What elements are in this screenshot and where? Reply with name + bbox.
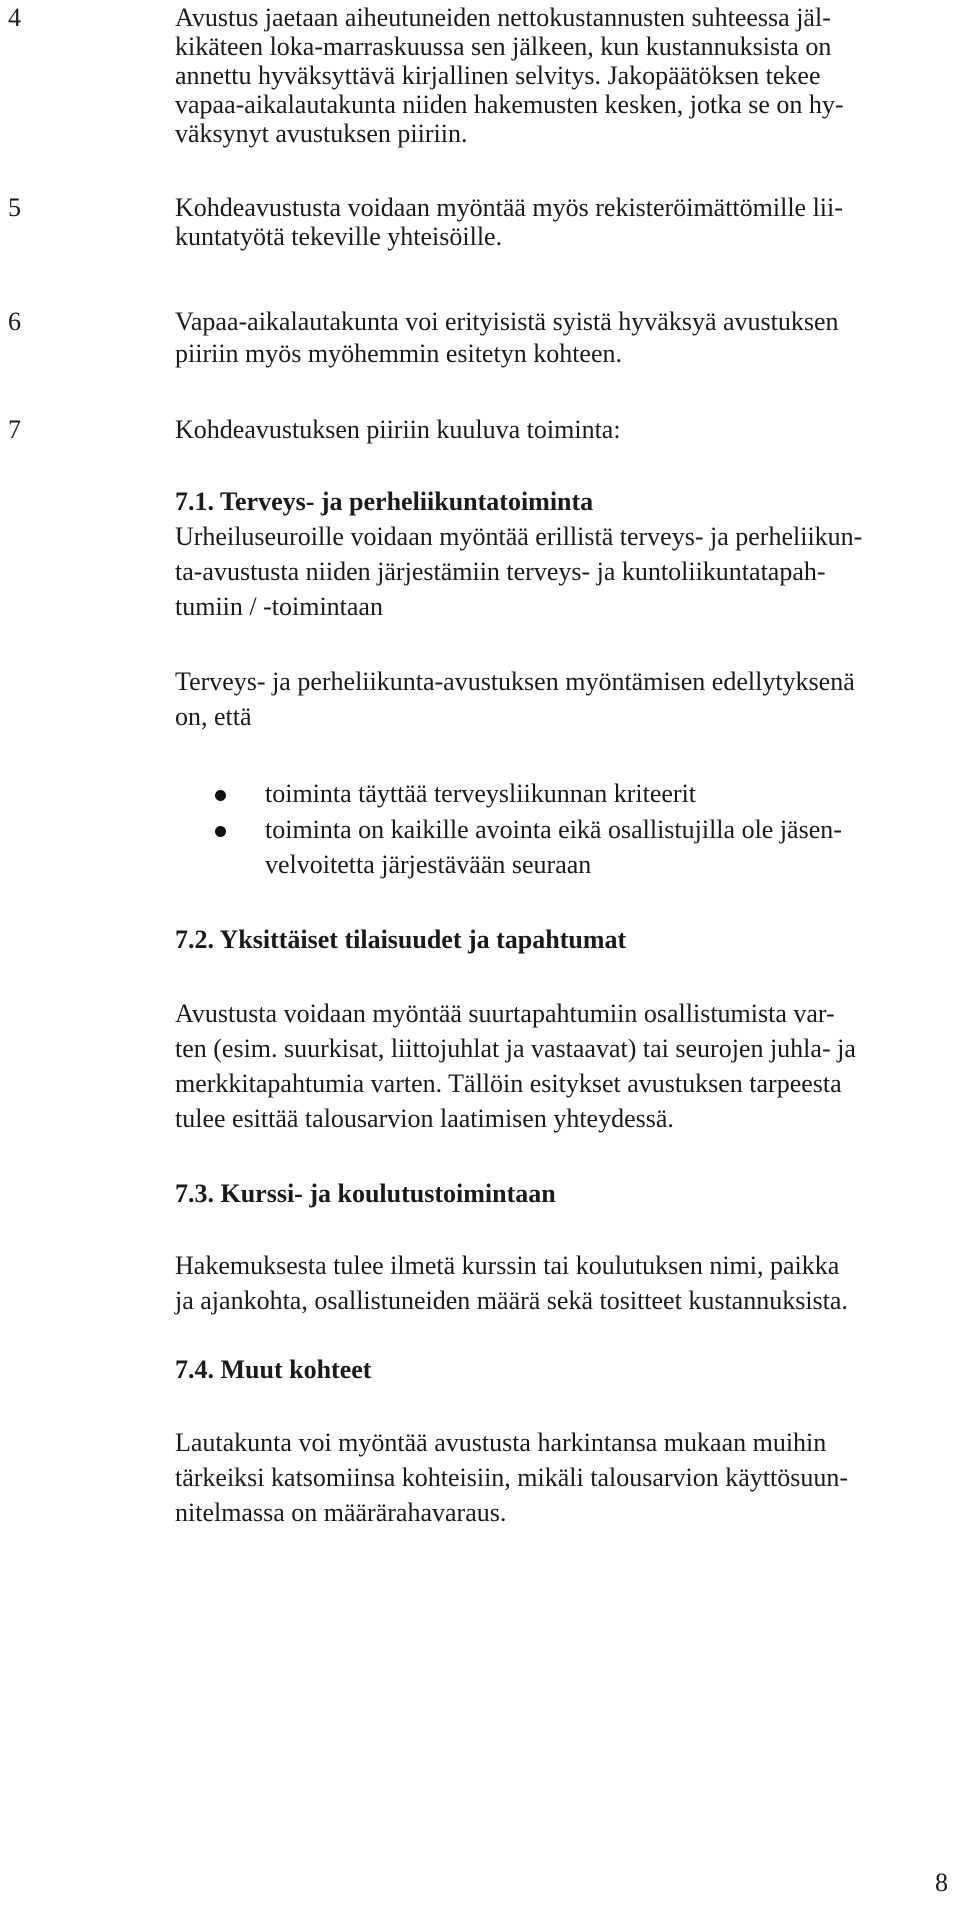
- paragraph-line: on, että: [175, 702, 252, 731]
- paragraph-line: ta-avustusta niiden järjestämiin terveys- ja kuntoliikuntatapah-: [175, 557, 826, 586]
- paragraph-line: Lautakunta voi myöntää avustusta harkintansa mukaan muihin: [175, 1428, 827, 1457]
- paragraph-line: ja ajankohta, osallistuneiden määrä sekä tositteet kustannuksista.: [175, 1286, 848, 1315]
- paragraph-line: ten (esim. suurkisat, liittojuhlat ja vastaavat) tai seurojen juhla- ja: [175, 1034, 856, 1063]
- bullet-icon: [215, 790, 226, 801]
- bullet-item-line: toiminta täyttää terveysliikunnan kriteerit: [265, 779, 697, 808]
- section-heading: 7.1. Terveys- ja perheliikuntatoiminta: [175, 487, 594, 516]
- paragraph-number: 4: [8, 3, 21, 32]
- paragraph-line: Terveys- ja perheliikunta-avustuksen myöntämisen edellytyksenä: [175, 667, 855, 696]
- paragraph-number: 7: [8, 415, 21, 444]
- paragraph-line: Kohdeavustuksen piiriin kuuluva toiminta:: [175, 415, 621, 444]
- paragraph-line: merkkitapahtumia varten. Tällöin esitykset avustuksen tarpeesta: [175, 1069, 842, 1098]
- paragraph-line: Avustus jaetaan aiheutuneiden nettokustannusten suhteessa jäl-: [175, 3, 831, 32]
- bullet-item-line: toiminta on kaikille avointa eikä osallistujilla ole jäsen-: [265, 815, 842, 844]
- paragraph-line: nitelmassa on määrärahavaraus.: [175, 1498, 507, 1527]
- bullet-icon: [215, 826, 226, 837]
- section-heading: 7.3. Kurssi- ja koulutustoimintaan: [175, 1179, 556, 1208]
- page-number: 8: [935, 1868, 948, 1897]
- section-heading: 7.4. Muut kohteet: [175, 1355, 372, 1384]
- paragraph-line: annettu hyväksyttävä kirjallinen selvitys. Jakopäätöksen tekee: [175, 61, 821, 90]
- paragraph-line: väksynyt avustuksen piiriin.: [175, 119, 468, 148]
- section-heading: 7.2. Yksittäiset tilaisuudet ja tapahtumat: [175, 925, 627, 954]
- paragraph-line: Hakemuksesta tulee ilmetä kurssin tai koulutuksen nimi, paikka: [175, 1251, 840, 1280]
- paragraph-line: Avustusta voidaan myöntää suurtapahtumiin osallistumista var-: [175, 999, 835, 1028]
- paragraph-line: Urheiluseuroille voidaan myöntää erillistä terveys- ja perheliikun-: [175, 522, 863, 551]
- bullet-item-line: velvoitetta järjestävään seuraan: [265, 850, 592, 879]
- paragraph-line: kikäteen loka-marraskuussa sen jälkeen, kun kustannuksista on: [175, 32, 832, 61]
- paragraph-line: Kohdeavustusta voidaan myöntää myös rekisteröimättömille lii-: [175, 193, 843, 222]
- paragraph-line: piiriin myös myöhemmin esitetyn kohteen.: [175, 339, 623, 368]
- paragraph-line: tulee esittää talousarvion laatimisen yhteydessä.: [175, 1104, 674, 1133]
- paragraph-number: 6: [8, 307, 21, 336]
- paragraph-line: Vapaa-aikalautakunta voi erityisistä syistä hyväksyä avustuksen: [175, 307, 839, 336]
- paragraph-line: tärkeiksi katsomiinsa kohteisiin, mikäli talousarvion käyttösuun-: [175, 1463, 849, 1492]
- paragraph-line: tumiin / -toimintaan: [175, 592, 383, 621]
- paragraph-line: kuntatyötä tekeville yhteisöille.: [175, 222, 503, 251]
- paragraph-number: 5: [8, 193, 21, 222]
- paragraph-line: vapaa-aikalautakunta niiden hakemusten kesken, jotka se on hy-: [175, 90, 844, 119]
